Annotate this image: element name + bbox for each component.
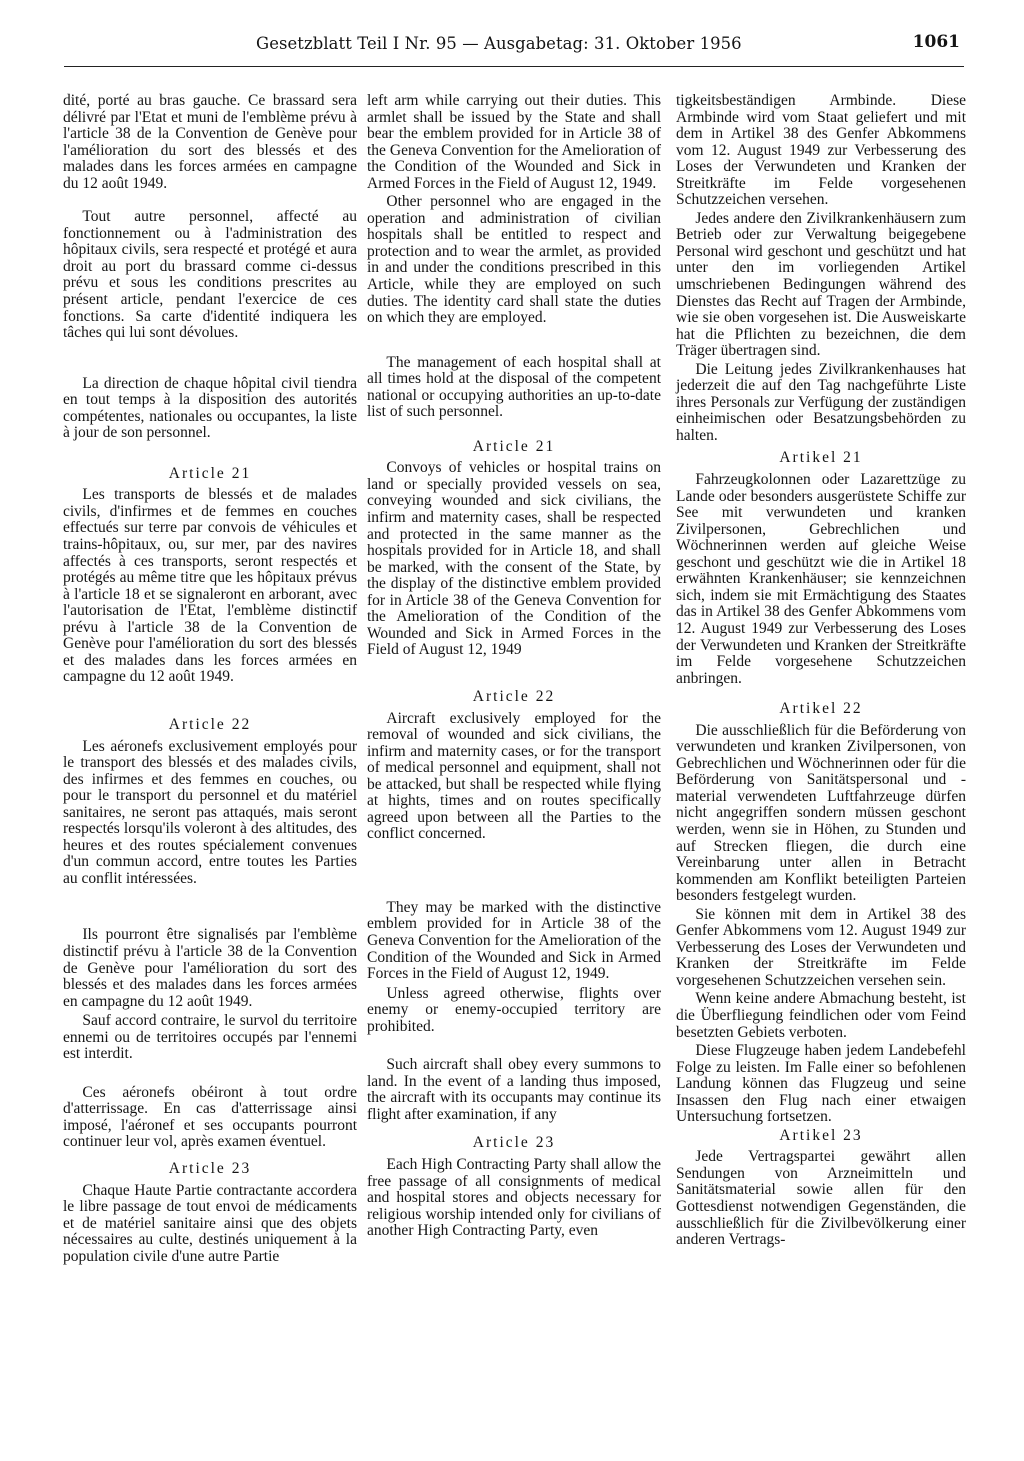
fr-article-23-heading: Article 23	[168, 1159, 252, 1177]
de-art22-paragraph-3: Wenn keine andere Abmachung besteht, ist die Überfliegung feindlichen oder vom Feind besetzten Gebiets verboten.	[676, 990, 966, 1041]
de-art23-paragraph-1: Jede Vertragspartei gewährt allen Sendungen von Arzneimitteln und Sanitätsmaterial sowie allen für den Gottesdienst notwendigen Gegenständen, die ausschließlich für die Zivilbevölkerung einer anderen Vertrags-	[676, 1148, 966, 1249]
en-article-22-heading: Article 22	[472, 687, 556, 705]
german-column	[676, 93, 966, 1249]
de-art22-paragraph-2: Sie können mit dem in Artikel 38 des Genfer Abkommens vom 12. August 1949 zur Verbesserung des Loses der Verwundeten und Kranken der Streitkräfte im Felde vorgesehenen Schutzzeichen versehen sein.	[676, 905, 966, 989]
english-column	[367, 93, 661, 1240]
fr-art20-paragraph-3: La direction de chaque hôpital civil tiendra en tout temps à la disposition des autorités compétentes, nationales ou occupantes, la liste à jour de son personnel.	[63, 374, 357, 442]
en-art22-paragraph-2: They may be marked with the distinctive emblem provided for in Article 38 of the Geneva Convention for the Amelioration of the Condition of the Wounded and Sick in Armed Forces in the Field of August 12, 1949.	[367, 898, 661, 983]
en-art22-paragraph-1: Aircraft exclusively employed for the removal of wounded and sick civilians, the infirm and maternity cases, or for the transport of medical personnel and equipment, shall not be attacked, but shall be respected while flying at hights, times and on routes specifically agreed upon between all the Parties to the conflict concerned.	[367, 709, 661, 843]
de-art21-paragraph-1: Fahrzeugkolonnen oder Lazarettzüge zu Lande oder besonders ausgerüstete Schiffe zur See mit verwundeten und kranken Zivilpersonen, Gebrechlichen und Wöchnerinnen werden auf gleiche Weise geschont und geschützt wie die in Artikel 18 erwähnten Krankenhäuser; sie kennzeichnen sich, indem sie mit Ermächtigung des Staates das in Artikel 38 des Genfer Abkommens vom 12. August 1949 zur Verbesserung des Loses der Verwundeten und Kranken der Streitkräfte im Felde vorgesehene Schutzzeichen anbringen.	[676, 471, 966, 687]
de-art22-paragraph-1: Die ausschließlich für die Beförderung von verwundeten und kranken Zivilpersonen, von Gebrechlichen und Wöchnerinnen oder für die Beförderung von Sanitätspersonal und -material verwendeten Luftfahrzeuge dürfen nicht angegriffen sondern müssen geschont werden, wenn sie in Höhen, zu Stunden und auf Strecken fliegen, die durch eine Vereinbarung unter allen in Betracht kommenden am Konflikt beteiligten Parteien besonders festgelegt wurden.	[676, 721, 966, 905]
fr-art22-paragraph-1: Les aéronefs exclusivement employés pour le transport des blessés et des malades civils, des infirmes et des femmes en couches, ou pour le transport du personnel et du matériel sanitaires, ne seront pas attaqués, mais seront respectés lorsqu'ils voleront à des altitudes, des heures et des routes spécialement convenues d'un commun accord, entre toutes les Parties au conflit intéressées.	[63, 737, 357, 887]
fr-art22-paragraph-2: Ils pourront être signalisés par l'emblème distinctif prévu à l'article 38 de la Convention de Genève pour l'amélioration du sort des blessés et des malades dans les forces armées en campagne du 12 août 1949.	[63, 926, 357, 1010]
en-article-21-heading: Article 21	[472, 437, 556, 455]
fr-art21-paragraph-1: Les transports de blessés et de malades civils, d'infirmes et de femmes en couches effectués sur terre par convois de véhicules et trains-hôpitaux, ou, sur mer, par des navires affectés à ces transports, seront respectés et protégés au même titre que les hôpitaux prévus à l'article 18 et se signaleront en arborant, avec l'autorisation de l'Etat, l'emblème distinctif prévu à l'article 38 de la Convention de Genève pour l'amélioration du sort des blessés et des malades dans les forces armées en campagne du 12 août 1949.	[63, 486, 357, 686]
en-art20-paragraph-2: Other personnel who are engaged in the operation and administration of civilian hospitals shall be entitled to respect and protection and to wear the armlet, as provided in and under the conditions prescribed in this Article, while they are employed on such duties. The identity card shall state the duties on which they are employed.	[367, 193, 661, 327]
de-art20-paragraph-1: tigkeitsbeständigen Armbinde. Diese Armbinde wird vom Staat geliefert und mit dem in Artikel 38 des Genfer Abkommens vom 12. August 1949 zur Verbesserung des Loses der Verwundeten und Kranken der Streitkräfte im Felde vorgesehenen Schutzzeichen versehen.	[676, 92, 966, 209]
french-column	[63, 93, 357, 1265]
fr-art23-paragraph-1: Chaque Haute Partie contractante accordera le libre passage de tout envoi de médicaments et de matériel sanitaire ainsi que des objets nécessaires au culte, destinés uniquement à la population civile d'une autre Partie	[63, 1181, 357, 1265]
page-header	[64, 28, 964, 68]
fr-art20-paragraph-1: dité, porté au bras gauche. Ce brassard sera délivré par l'Etat et muni de l'emblème prévu à l'article 38 de la Convention de Genève pour l'amélioration du sort des blessés et des malades dans les forces armées en campagne du 12 août 1949.	[63, 92, 357, 192]
fr-article-21-heading: Article 21	[168, 464, 252, 482]
de-article-22-heading: Artikel 22	[779, 700, 863, 718]
de-art22-paragraph-4: Diese Flugzeuge haben jedem Landebefehl Folge zu leisten. Im Falle einer so befohlenen Landung können das Flugzeug und seine Insassen den Flug nach einer etwaigen Untersuchung fortsetzen.	[676, 1042, 966, 1126]
de-art20-paragraph-3: Die Leitung jedes Zivilkrankenhauses hat jederzeit die auf den Tag nachgeführte Liste ihres Personals zur Verfügung der zuständigen einheimischen oder Besatzungsbehörden zu halten.	[676, 360, 966, 444]
en-art20-paragraph-3: The management of each hospital shall at all times hold at the disposal of the competent national or occupying authorities an up-to-date list of such personnel.	[367, 353, 661, 421]
fr-art20-paragraph-2: Tout autre personnel, affecté au fonctionnement ou à l'administration des hôpitaux civils, sera respecté et protégé et aura droit au port du brassard comme ci-dessus prévu et sous les conditions prescrites au présent article, pendant l'exercice de ces fonctions. Sa carte d'identité indiquera les tâches qui lui sont dévolues.	[63, 208, 357, 342]
en-art20-paragraph-1: left arm while carrying out their duties. This armlet shall be issued by the State and shall bear the emblem provided for in Article 38 of the Geneva Convention for the Amelioration of the Condition of the Wounded and Sick in Armed Forces in the Field of August 12, 1949.	[367, 92, 661, 192]
en-art21-paragraph-1: Convoys of vehicles or hospital trains on land or specially provided vessels on sea, conveying wounded and sick civilians, the infirm and maternity cases, shall be respected and protected in the same manner as the hospitals provided for in Article 18, and shall be marked, with the consent of the State, by the display of the distinctive emblem provided for in Article 38 of the Geneva Convention for the Amelioration of the Condition of the Wounded and Sick in Armed Forces in the Field of August 12, 1949	[367, 459, 661, 659]
en-article-23-heading: Article 23	[472, 1134, 556, 1152]
page-number: 1061	[912, 32, 960, 52]
de-article-23-heading: Artikel 23	[779, 1126, 863, 1144]
fr-art22-paragraph-3: Sauf accord contraire, le survol du territoire ennemi ou de territoires occupés par l'ennemi est interdit.	[63, 1012, 357, 1063]
en-art23-paragraph-1: Each High Contracting Party shall allow the free passage of all consignments of medical and hospital stores and objects necessary for religious worship intended only for civilians of another High Contracting Party, even	[367, 1155, 661, 1240]
header-title: Gesetzblatt Teil I Nr. 95 — Ausgabetag: 31. Oktober 1956	[256, 34, 742, 53]
header-rule	[64, 66, 964, 67]
en-art22-paragraph-3: Unless agreed otherwise, flights over enemy or enemy-occupied territory are prohibited.	[367, 984, 661, 1035]
de-art20-paragraph-2: Jedes andere den Zivilkrankenhäusern zum Betrieb oder zur Verwaltung beigegebene Personal wird geschont und geschützt und hat unter den im vorliegenden Artikel umschriebenen Bedingungen während des Dienstes das Recht auf Tragen der Armbinde, wie sie oben vorgesehen ist. Die Ausweiskarte hat die Pflichten zu bezeichnen, die dem Träger übertragen sind.	[676, 209, 966, 360]
fr-art22-paragraph-4: Ces aéronefs obéiront à tout ordre d'atterrissage. En cas d'atterrissage ainsi imposé, l'aéronef et ses occupants pourront continuer leur vol, après examen éventuel.	[63, 1083, 357, 1151]
fr-article-22-heading: Article 22	[168, 715, 252, 733]
en-art22-paragraph-4: Such aircraft shall obey every summons to land. In the event of a landing thus imposed, the aircraft with its occupants may continue its flight after examination, if any	[367, 1056, 661, 1123]
de-article-21-heading: Artikel 21	[779, 449, 863, 467]
